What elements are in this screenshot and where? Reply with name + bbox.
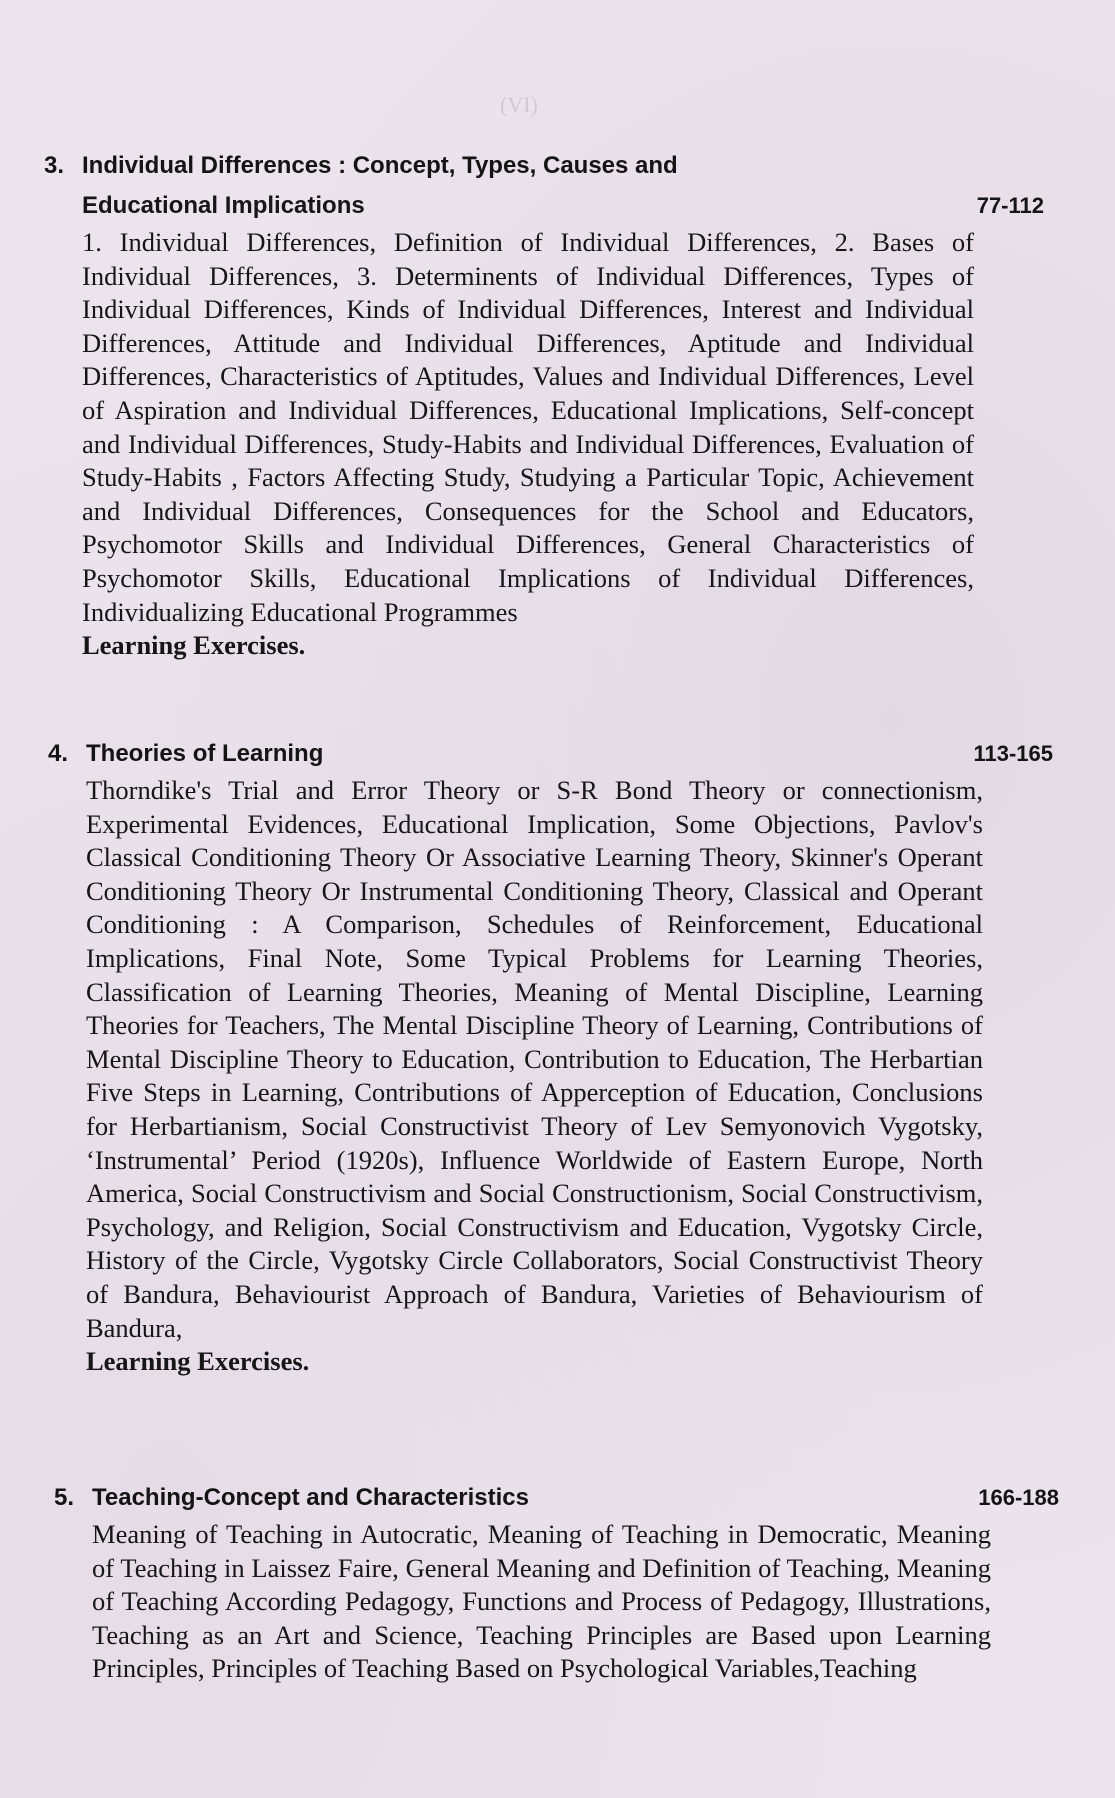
section-title: Teaching-Concept and Characteristics — [92, 1484, 529, 1511]
page-range: 113-165 — [973, 741, 1053, 766]
section-number: 4. — [48, 740, 69, 767]
page-range: 166-188 — [978, 1485, 1059, 1510]
section-contents: Thorndike's Trial and Error Theory or S-R Bond Theory or connectionism, Experimental Evidences, Educational Implication, Some Objections, Pavlov's Classical Conditioning Theory Or Associative Learning Theory, Skinner's Operant Conditioning Theory Or Instrumental Conditioning Theory, Classical and Operant Conditioning : A Comparison, Schedules of Reinforcement, Educational Implications, Final Note, Some Typical Problems for Learning Theories, Classification of Learning Theories, Meaning of Mental Discipline, Learning Theories for Teachers, The Mental Discipline Theory of Learning, Contributions of Mental Discipline Theory to Education, Contribution to Education, The Herbartian Five Steps in Learning, Contributions of Apperception of Education, Conclusions for Herbartianism, Social Constructivist Theory of Lev Semyonovich Vygotsky, ‘Instrumental’ Period (1920s), Influence Worldwide of Eastern Europe, North America, Social Constructivism and Social Constructionism, Social Constructivism, Psychology, and Religion, Social Constructivism and Education, Vygotsky Circle, History of the Circle, Vygotsky Circle Collaborators, Social Constructivist Theory of Bandura, Behaviourist Approach of Bandura, Varieties of Behaviourism of Bandura, — [86, 775, 983, 1343]
toc-section-5 — [54, 1478, 1059, 1686]
section-number: 5. — [54, 1484, 75, 1511]
section-heading — [48, 734, 1053, 774]
section-heading — [44, 146, 1044, 186]
learning-exercises: Learning Exercises. — [82, 630, 306, 661]
section-title: Individual Differences : Concept, Types, Causes and — [82, 152, 678, 179]
learning-exercises: Learning Exercises. — [86, 1346, 310, 1377]
section-title: Theories of Learning — [86, 740, 324, 767]
toc-section-4 — [48, 734, 1053, 1379]
section-heading-line2 — [44, 186, 1044, 226]
toc-section-3 — [44, 146, 1044, 663]
section-title-continued: Educational Implications — [82, 192, 365, 219]
section-heading — [54, 1478, 1059, 1518]
page-number-marker: (VI) — [500, 92, 538, 117]
section-contents: Meaning of Teaching in Autocratic, Meaning of Teaching in Democratic, Meaning of Teaching in Laissez Faire, General Meaning and Definition of Teaching, Meaning of Teaching According Pedagogy, Functions and Process of Pedagogy, Illustrations, Teaching as an Art and Science, Teaching Principles are Based upon Learning Principles, Principles of Teaching Based on Psychological Variables,Teaching — [92, 1519, 991, 1684]
section-contents: 1. Individual Differences, Definition of Individual Differences, 2. Bases of Individual Differences, 3. Determinents of Individual Differences, Types of Individual Differences, Kinds of Individual Differences, Interest and Individual Differences, Attitude and Individual Differences, Aptitude and Individual Differences, Characteristics of Aptitudes, Values and Individual Differences, Level of Aspiration and Individual Differences, Educational Implications, Self-concept and Individual Differences, Study-Habits and Individual Differences, Evaluation of Study-Habits , Factors Affecting Study, Studying a Particular Topic, Achievement and Individual Differences, Consequences for the School and Educators, Psychomotor Skills and Individual Differences, General Characteristics of Psychomotor Skills, Educational Implications of Individual Differences, Individualizing Educational Programmes — [82, 227, 974, 627]
page-range: 77-112 — [976, 193, 1044, 218]
section-number: 3. — [44, 152, 65, 179]
